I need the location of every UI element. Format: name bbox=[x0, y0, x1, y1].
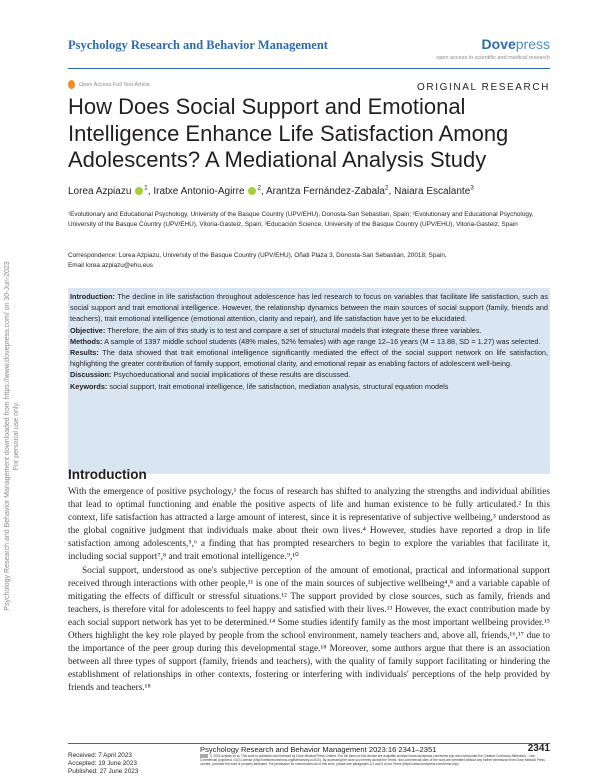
orcid-icon[interactable] bbox=[135, 187, 143, 195]
correspondence-address: Correspondence: Lorea Azpiazu, University of the Basque Country (UPV/EHU), Oñati Plaza 3, Donosta-San Sebastián, 20018, Spain, bbox=[68, 252, 447, 259]
abstract-text: Therefore, the aim of this study is to test and compare a set of structural models that integrate these three variables. bbox=[107, 325, 482, 335]
publisher-tagline: open access to scientific and medical research bbox=[436, 55, 550, 61]
abstract-label: Objective: bbox=[70, 325, 106, 335]
header-divider bbox=[68, 68, 550, 69]
author-affil-sup: 3 bbox=[470, 184, 474, 192]
brand-part2: press bbox=[515, 36, 550, 52]
license-notice bbox=[200, 754, 550, 767]
abstract-text: The data showed that trait emotional intelligence significantly mediated the effect of the social support network on life satisfaction, highlighting the greater contribution of family support, emotional clarity, and emotional repair as enabling factors of adolescent well-being. bbox=[70, 348, 548, 369]
open-access-label bbox=[68, 80, 150, 89]
article-dates bbox=[68, 752, 138, 776]
correspondence bbox=[68, 251, 550, 271]
abstract-methods bbox=[70, 336, 548, 347]
open-access-text: Open Access Full Text Article bbox=[79, 81, 150, 88]
abstract-label: Discussion: bbox=[70, 370, 112, 380]
author-affil-sup: 2 bbox=[257, 184, 261, 192]
author-list: Lorea Azpiazu $^1$, Iratxe Antonio-Agirre $^2$, Arantza Fernández-Zabala$^2$, Naiara Escalante$^3$ bbox=[68, 184, 474, 197]
author-affil-sup: 1 bbox=[144, 184, 148, 192]
footer-divider bbox=[68, 743, 550, 744]
author-affil-sup: 2 bbox=[384, 184, 389, 192]
abstract-label: Introduction: bbox=[70, 292, 115, 301]
body-text bbox=[68, 486, 550, 696]
abstract-objective bbox=[70, 325, 548, 336]
paragraph: Social support, understood as one's subjective perception of the amount of emotional, practical and informational support received through interactions with other people,¹¹ is one of the main sources of subjective wellbeing⁴,⁸ and a variable capable of mitigating the effects of difficult or stressful situations.¹² The support provided by close sources, such as family, friends and teachers, is therefore vital for adolescents to feel happy and satisfied with their lives.¹³ However, the exact contribution made by each social support network has yet to be determined.¹⁴ Some studies identify family as the most important wellbeing provider.¹⁵ Others highlight the key role played by people from the school environment, namely teachers and, above all, friends,¹⁶,¹⁷ due to the importance of the peer group during this developmental stage.¹⁸ Moreover, some authors argue that there is an association between all three types of support (family, friends and teachers), with the quality of family support facilitating or hindering the establishment of relationships in other contexts, fostering or interfering with individuals' perceptions of the help provided by friends and teachers.¹⁸ bbox=[68, 565, 550, 694]
brand-part1: Dove bbox=[481, 36, 516, 52]
date-accepted: Accepted: 19 June 2023 bbox=[68, 760, 137, 767]
page-number: 2341 bbox=[527, 743, 550, 754]
article-title: How Does Social Support and Emotional Intelligence Enhance Life Satisfaction Among Adolescents? A Mediational Analysis Study bbox=[68, 94, 509, 172]
author-name[interactable]: Lorea Azpiazu bbox=[68, 186, 132, 197]
abstract-label: Results: bbox=[70, 348, 99, 358]
download-watermark bbox=[3, 126, 21, 746]
abstract-introduction bbox=[70, 291, 548, 325]
affiliations: ¹Evolutionary and Educational Psychology, University of the Basque Country (UPV/EHU), Donosta-San Sebastian, Spain; ²Evolutionary and Educational Psychology, University of the Basque Country (UPV/EHU), Vitoria-Gasteiz, Spain; ³Educación Science, University of the Basque Country (UPV/EHU), Vitoria-Gasteiz, Spain bbox=[68, 211, 534, 228]
article-type: ORIGINAL RESEARCH bbox=[417, 82, 550, 93]
abstract-label: Keywords: bbox=[70, 381, 108, 391]
abstract-label: Methods: bbox=[70, 336, 103, 346]
section-heading: Introduction bbox=[68, 467, 147, 482]
open-access-icon bbox=[68, 80, 75, 89]
abstract-text: Psychoeducational and social implications of these results are discussed. bbox=[113, 370, 351, 380]
author-name[interactable]: Naiara Escalante bbox=[394, 186, 471, 197]
publisher-logo[interactable] bbox=[482, 36, 550, 52]
correspondence-email[interactable]: Email lorea.azpiazu@ehu.eus bbox=[68, 262, 153, 269]
abstract-results bbox=[70, 347, 548, 369]
watermark-line: For personal use only. bbox=[13, 401, 20, 471]
abstract-discussion bbox=[70, 369, 548, 380]
license-text: © 2023 Azpiazu et al. This work is published and licensed by Dove Medical Press Limited. The full terms of this license are available at https://www.dovepress.com/terms.php and incorporate the Creative Commons Attribution – Non Commercial (unported, v3.0) License (http://creativecommons.org/licenses/by-nc/3.0/). By accessing the work you hereby accept the Terms. Non-commercial uses of the work are permitted without any further permission from Dove Medical Press Limited, provided the work is properly attributed. For permission for commercial use of this work, please see paragraphs 4.2 and 5 of our Terms (https://www.dovepress.com/terms.php). bbox=[200, 754, 545, 767]
footer-citation: Psychology Research and Behavior Management 2023:16 2341–2351 bbox=[200, 745, 437, 754]
abstract-text: social support, trait emotional intelligence, life satisfaction, mediation analysis, structural equation models bbox=[109, 381, 449, 391]
author-name[interactable]: Iratxe Antonio-Agirre bbox=[153, 186, 245, 197]
journal-title: Psychology Research and Behavior Management bbox=[68, 38, 328, 52]
author-name[interactable]: Arantza Fernández-Zabala bbox=[265, 186, 385, 197]
abstract-text: A sample of 1397 middle school students (48% males, 52% females) with age range 12–16 years (M = 13.88, SD = 1.27) was selected. bbox=[104, 336, 541, 346]
abstract-text: The decline in life satisfaction throughout adolescence has led research to focus on variables that facilitate life satisfaction, such as social support and trait emotional intelligence. However, the relationship dynamics between the main sources of social support (family, friends and teachers), trait emotional intelligence (emotional attention, clarity and repair), and life satisfaction have yet to be elucidated. bbox=[70, 292, 548, 324]
abstract-box bbox=[68, 288, 550, 474]
paragraph: With the emergence of positive psychology,¹ the focus of research has shifted to analyzing the strengths and individual abilities that lead to optimal functioning and enable the positive aspects of life and human existence to be fully articulated.² In this context, life satisfaction has attracted a large amount of interest, since it is representative of subjective wellbeing,³ understood as the global cognitive judgment that individuals make about their own lives.⁴ However, studies have reported a drop in life satisfaction among adolescents,⁵,⁶ a finding that has prompted researchers to begin to explore the variables that facilitate it, including social support⁷,⁸ and trait emotional intelligence.⁹,¹⁰ bbox=[68, 487, 550, 563]
watermark-line: Psychology Research and Behavior Management downloaded from https://www.dovepress.com/ on 30-Jun-2023 bbox=[4, 261, 11, 611]
date-received: Received: 7 April 2023 bbox=[68, 752, 132, 759]
orcid-icon[interactable] bbox=[248, 187, 256, 195]
abstract-keywords bbox=[70, 381, 548, 392]
date-published: Published: 27 June 2023 bbox=[68, 768, 139, 775]
